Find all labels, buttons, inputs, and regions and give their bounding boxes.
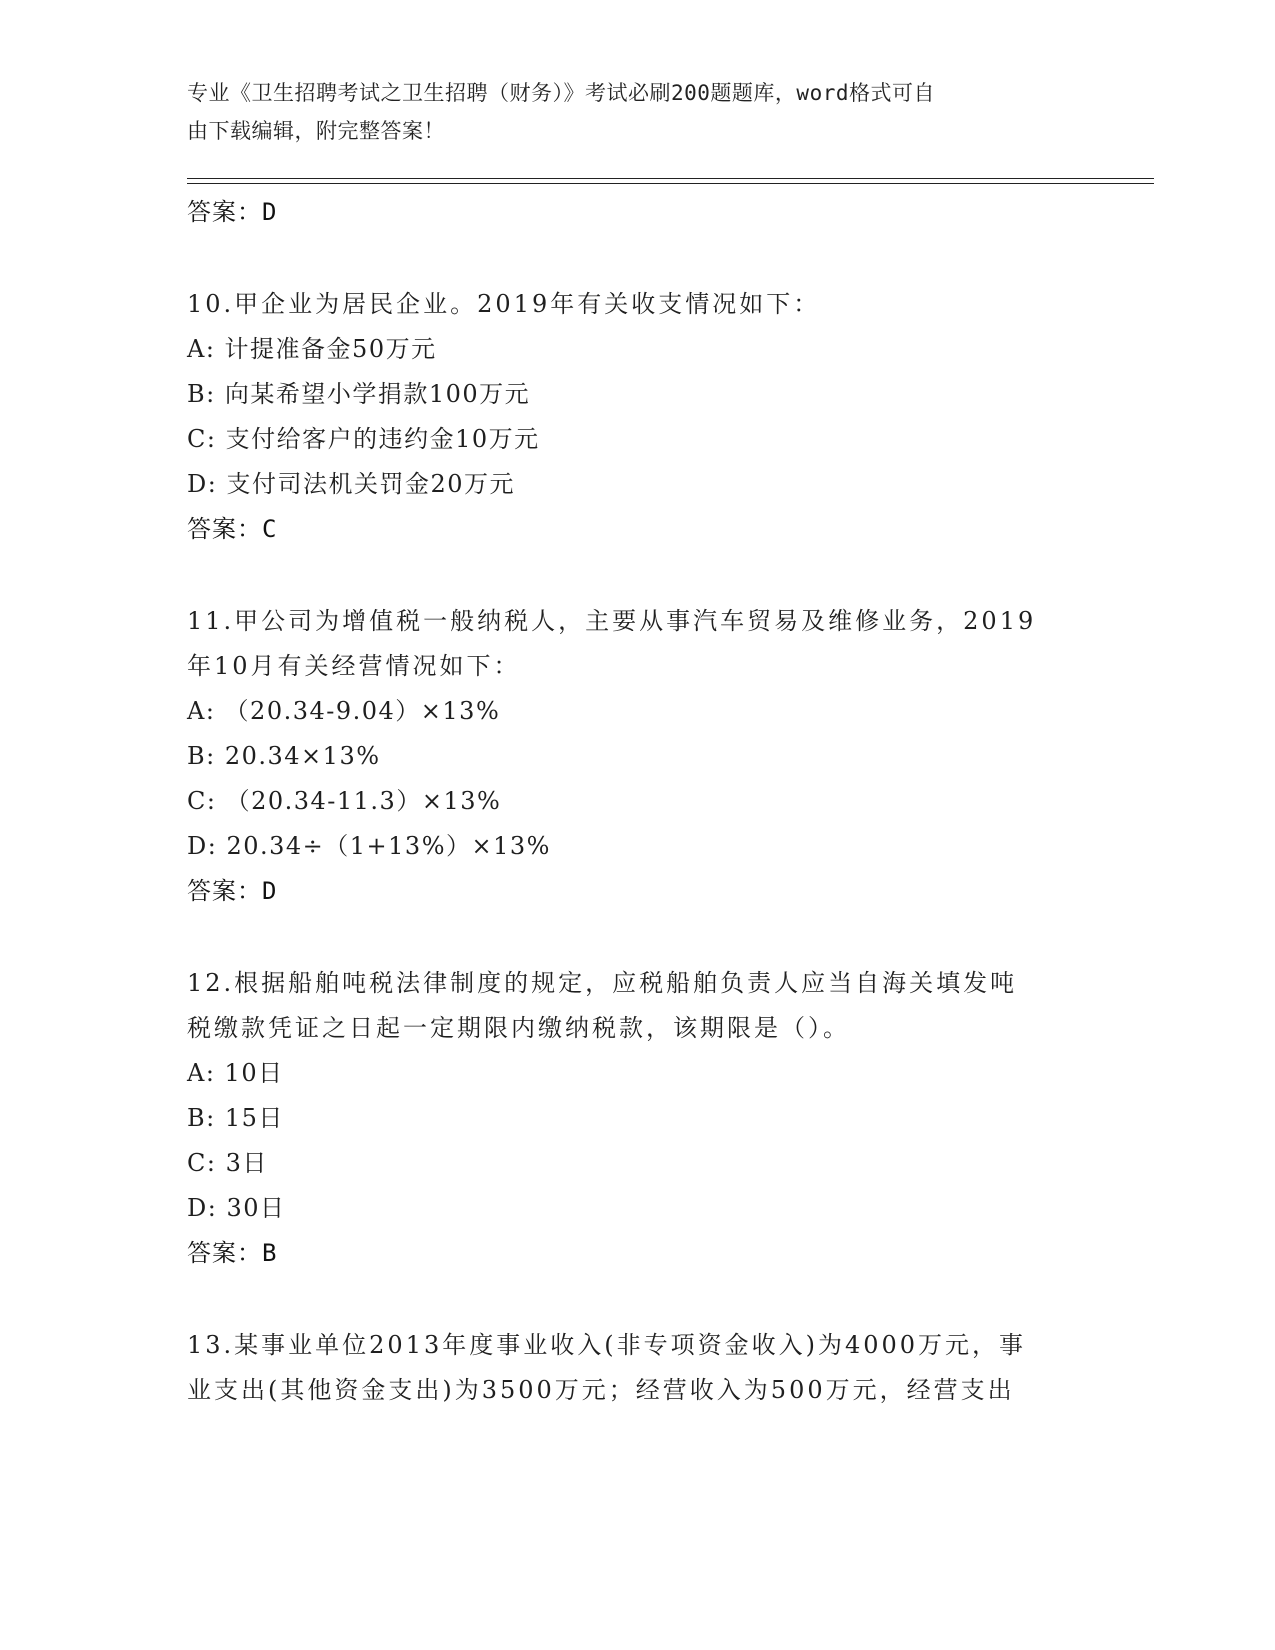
option-d: D: 30日 (187, 1194, 286, 1222)
option-list (187, 1051, 1067, 1231)
header-line-1: 专业《卫生招聘考试之卫生招聘（财务）》考试必刷200题题库，word格式可自 (187, 81, 935, 105)
header-line-2: 由下载编辑，附完整答案！ (187, 119, 445, 143)
option-list (187, 689, 1067, 869)
previous-answer: 答案：D (187, 198, 278, 226)
question-12 (187, 961, 1067, 1276)
stem-line: 税缴款凭证之日起一定期限内缴纳税款，该期限是（）。 (187, 1014, 850, 1042)
stem-line: 年10月有关经营情况如下： (187, 652, 521, 680)
option-c: C: 支付给客户的违约金10万元 (187, 425, 540, 453)
question-stem (187, 282, 1067, 327)
answer-line: 答案：D (187, 877, 278, 905)
stem-line: 11.甲公司为增值税一般纳税人，主要从事汽车贸易及维修业务，2019 (187, 607, 1037, 635)
answer-line: 答案：C (187, 515, 278, 543)
option-a: A: 10日 (187, 1059, 284, 1087)
option-b: B: 15日 (187, 1104, 284, 1132)
header-divider-top (187, 178, 1154, 179)
option-list (187, 327, 1067, 507)
option-b: B: 20.34×13% (187, 742, 381, 770)
question-stem (187, 1323, 1067, 1413)
option-c: C: 3日 (187, 1149, 268, 1177)
question-10 (187, 282, 1067, 552)
stem-line: 13.某事业单位2013年度事业收入(非专项资金收入)为4000万元，事 (187, 1331, 1027, 1359)
stem-line: 12.根据船舶吨税法律制度的规定，应税船舶负责人应当自海关填发吨 (187, 969, 1018, 997)
header-divider-bottom (187, 183, 1154, 184)
option-b: B: 向某希望小学捐款100万元 (187, 380, 531, 408)
question-stem (187, 961, 1067, 1051)
stem-line: 10.甲企业为居民企业。2019年有关收支情况如下： (187, 290, 821, 318)
answer-line: 答案：B (187, 1239, 278, 1267)
stem-line: 业支出(其他资金支出)为3500万元；经营收入为500万元，经营支出 (187, 1376, 1015, 1404)
document-header (187, 74, 1067, 150)
document-body (187, 190, 1067, 1413)
question-13 (187, 1323, 1067, 1413)
option-d: D: 20.34÷（1+13%）×13% (187, 832, 551, 860)
question-stem (187, 599, 1067, 689)
option-c: C: （20.34-11.3）×13% (187, 787, 502, 815)
question-11 (187, 599, 1067, 914)
option-a: A: 计提准备金50万元 (187, 335, 437, 363)
option-a: A: （20.34-9.04）×13% (187, 697, 501, 725)
option-d: D: 支付司法机关罚金20万元 (187, 470, 515, 498)
